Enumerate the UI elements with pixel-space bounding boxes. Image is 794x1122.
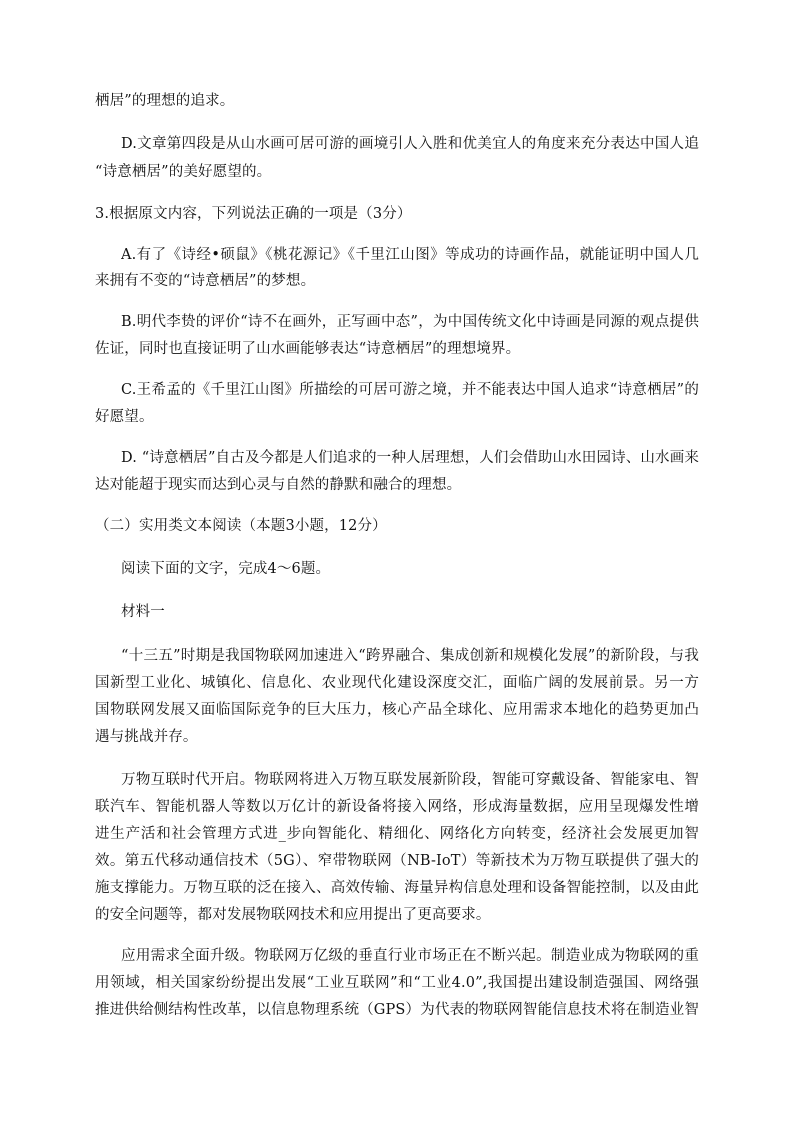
option-d-line: 达对能超于现实而达到心灵与自然的静默和融合的理想。 bbox=[95, 477, 462, 493]
option-a-line: A.有了《诗经•硕鼠》《桃花源记》《千里江山图》等成功的诗画作品，就能证明中国人几 bbox=[121, 247, 699, 263]
paragraph-line: 万物互联时代开启。物联网将进入万物互联发展新阶段，智能可穿戴设备、智能家电、智 bbox=[121, 772, 699, 788]
question-heading: 3.根据原文内容，下列说法正确的一项是（3分） bbox=[95, 206, 412, 222]
option-c-line: C.王希孟的《千里江山图》所描绘的可居可游之境，并不能表达中国人追求“诗意栖居”的 bbox=[121, 382, 699, 398]
text-line: D.文章第四段是从山水画可居可游的画境引人入胜和优美宜人的角度来充分表达中国人追 bbox=[121, 136, 699, 152]
option-a-line: 来拥有不变的“诗意栖居”的梦想。 bbox=[95, 273, 316, 289]
paragraph-line: 推进供给侧结构性改革，以信息物理系统（GPS）为代表的物联网智能信息技术将在制造业智 bbox=[95, 1002, 699, 1018]
paragraph-line: 遇与挑战并存。 bbox=[95, 729, 198, 745]
paragraph-line: “十三五”时期是我国物联网加速进入“跨界融合、集成创新和规模化发展”的新阶段，与我 bbox=[121, 648, 699, 664]
paragraph-line: 的安全问题等，都对发展物联网技术和应用提出了更高要求。 bbox=[95, 907, 491, 923]
paragraph-line: 效。第五代移动通信技术（5G）、窄带物联网（NB-IoT）等新技术为万物互联提供了强大的 bbox=[95, 853, 699, 869]
paragraph-line: 联汽车、智能机器人等数以万亿计的新设备将接入网络，形成海量数据，应用呈现爆发性增 bbox=[95, 799, 699, 815]
paragraph-line: 进生产活和社会管理方式进_步向智能化、精细化、网络化方向转变，经济社会发展更加智 bbox=[95, 826, 699, 842]
option-c-line: 好愿望。 bbox=[95, 409, 154, 425]
option-b-line: 佐证，同时也直接证明了山水画能够表达“诗意栖居”的理想境界。 bbox=[95, 341, 521, 357]
option-b-line: B.明代李贽的评价“诗不在画外，正写画中态”，为中国传统文化中诗画是同源的观点提供 bbox=[121, 314, 699, 330]
paragraph-line: 用领域，相关国家纷纷提出发展“工业互联网”和“工业4.0”,我国提出建设制造强国、网络强 bbox=[95, 975, 699, 991]
paragraph-line: 国物联网发展又面临国际竞争的巨大压力，核心产品全球化、应用需求本地化的趋势更加凸 bbox=[95, 702, 699, 718]
section-heading: （二）实用类文本阅读（本题3小题，12分） bbox=[95, 518, 387, 534]
instruction-text: 阅读下面的文字，完成4～6题。 bbox=[121, 561, 331, 577]
paragraph-line: 国新型工业化、城镇化、信息化、农业现代化建设深度交汇，面临广阔的发展前景。另一方 bbox=[95, 675, 699, 691]
paragraph-line: 施支撑能力。万物互联的泛在接入、高效传输、海量异构信息处理和设备智能控制，以及由此 bbox=[95, 880, 699, 896]
option-d-line: D. “诗意栖居”自古及今都是人们追求的一种人居理想，人们会借助山水田园诗、山水画来 bbox=[121, 450, 699, 466]
text-line: 栖居”的理想的追求。 bbox=[95, 93, 235, 109]
paragraph-line: 应用需求全面升级。物联网万亿级的垂直行业市场正在不断兴起。制造业成为物联网的重 bbox=[121, 948, 699, 964]
text-line: “诗意栖居”的美好愿望的。 bbox=[95, 164, 272, 180]
material-heading: 材料一 bbox=[121, 604, 165, 620]
